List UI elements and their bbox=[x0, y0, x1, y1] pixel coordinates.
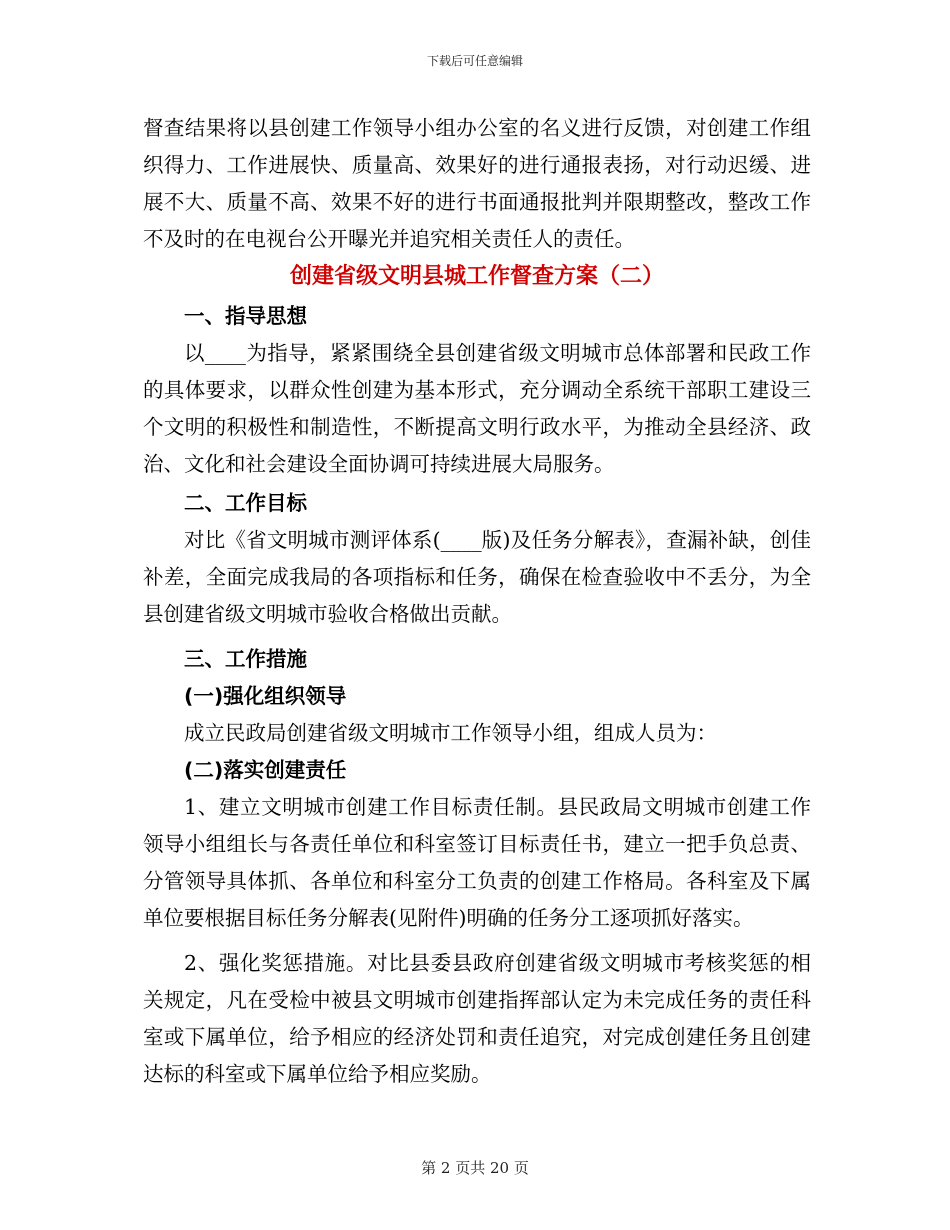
page-header: 下载后可任意编辑 bbox=[426, 54, 523, 68]
heading-guiding-ideology: 一、指导思想 bbox=[184, 304, 307, 328]
paragraph-rewards-penalties: 2、强化奖惩措施。对比县委县政府创建省级文明城市考核奖惩的相关规定，凡在受检中被县文明城市创建指挥部认定为未完成任务的责任科室或下属单位，给予相应的经济处罚和责任追究，对完成创建任务且创建达标的科室或下属单位给予相应奖励。 bbox=[143, 951, 811, 1086]
heading-responsibility: (二)落实创建责任 bbox=[184, 758, 347, 782]
paragraph-work-goals: 对比《省文明城市测评体系(____版)及任务分解表》，查漏补缺，创佳补差，全面完成我局的各项指标和任务，确保在检查验收中不丢分，为全县创建省级文明城市验收合格做出贡献。 bbox=[143, 528, 811, 626]
heading-organization-leadership: (一)强化组织领导 bbox=[184, 684, 347, 708]
page-footer: 第 2 页共 20 页 bbox=[421, 1159, 529, 1177]
paragraph-guiding-ideology: 以____为指导，紧紧围绕全县创建省级文明城市总体部署和民政工作的具体要求，以群众性创建为基本形式，充分调动全系统干部职工建设三个文明的积极性和制造性，不断提高文明行政水平，为推动全县经济、政治、文化和社会建设全面协调可持续进展大局服务。 bbox=[143, 341, 811, 476]
section-title: 创建省级文明县城工作督查方案（二） bbox=[289, 264, 664, 289]
heading-work-measures: 三、工作措施 bbox=[184, 647, 307, 671]
paragraph-responsibility-system: 1、建立文明城市创建工作目标责任制。县民政局文明城市创建工作领导小组组长与各责任单位和科室签订目标责任书，建立一把手负总责、分管领导具体抓、各单位和科室分工负责的创建工作格局。各科室及下属单位要根据目标任务分解表(见附件)明确的任务分工逐项抓好落实。 bbox=[143, 795, 811, 930]
paragraph-feedback: 督查结果将以县创建工作领导小组办公室的名义进行反馈，对创建工作组织得力、工作进展快、质量高、效果好的进行通报表扬，对行动迟缓、进展不大、质量不高、效果不好的进行书面通报批判并限期整改，整改工作不及时的在电视台公开曝光并追究相关责任人的责任。 bbox=[143, 116, 811, 251]
paragraph-leading-group: 成立民政局创建省级文明城市工作领导小组，组成人员为： bbox=[184, 721, 717, 745]
document-body bbox=[143, 110, 811, 1093]
heading-work-goals: 二、工作目标 bbox=[184, 491, 307, 515]
